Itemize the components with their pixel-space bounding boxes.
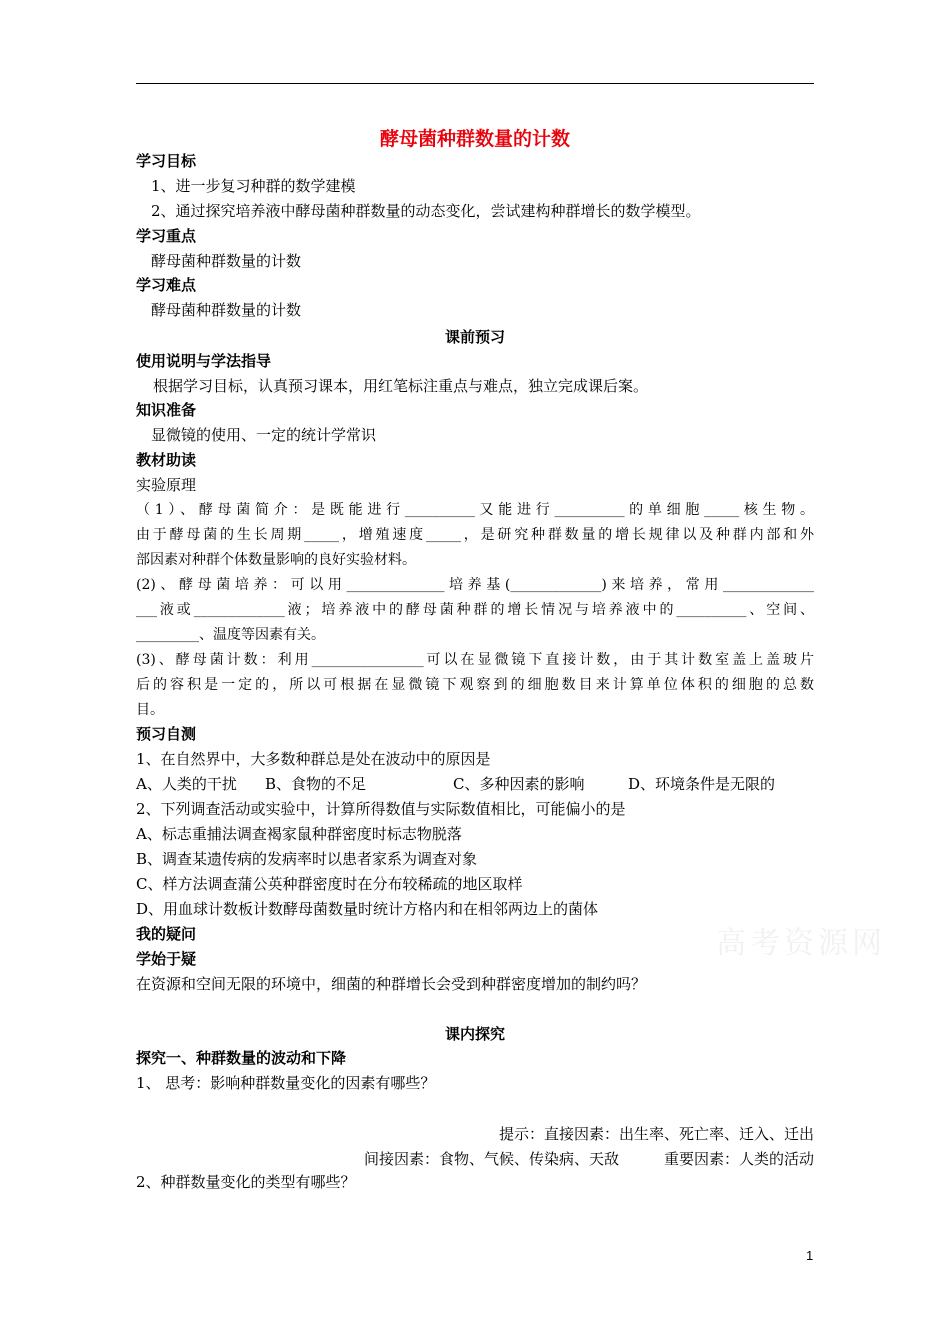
- page-number: 1: [806, 1248, 814, 1263]
- principle-3-line-3: 目。: [136, 702, 164, 718]
- principle-1-line-1: （1）、酵母菌简介：是既能进行__________又能进行__________的单细胞_____核生物。: [136, 502, 814, 518]
- difficulty-heading: 学习难点: [136, 276, 197, 294]
- watermark: 高考资源网: [716, 926, 886, 961]
- doubt-text: 在资源和空间无限的环境中，细菌的种群增长会受到种群密度增加的制约吗？: [136, 975, 647, 993]
- selftest-q1-option-b: B、食物的不足: [265, 775, 367, 793]
- selftest-q1-option-d: D、环境条件是无限的: [628, 775, 776, 793]
- principle-3-line-2: 后的容积是一定的，所以可根据在显微镜下观察到的细胞数目来计算单位体积的细胞的总数: [136, 677, 814, 693]
- goal-item-2: 2、通过探究培养液中酵母菌种群数量的动态变化，尝试建构种群增长的数学模型。: [151, 202, 701, 220]
- reading-heading: 教材助读: [136, 451, 197, 469]
- selftest-heading: 预习自测: [136, 725, 197, 743]
- principle-1-line-3: 部因素对种群个体数量影响的良好实验材料。: [136, 552, 416, 568]
- doubt-heading: 我的疑问: [136, 925, 197, 943]
- key-text: 酵母菌种群数量的计数: [151, 252, 302, 270]
- document-title: 酵母菌种群数量的计数: [379, 128, 570, 150]
- explore-heading: 探究一、种群数量的波动和下降: [136, 1049, 347, 1067]
- usage-text: 根据学习目标，认真预习课本，用红笔标注重点与难点，独立完成课后案。: [153, 377, 649, 395]
- principle-2-line-1: (2)、酵母菌培养：可以用______________培养基(_____________)来培养，常用_____________: [136, 577, 814, 593]
- header-rule: [136, 83, 814, 84]
- principle-2-line-2: ___液或_____________液；培养液中的酵母菌种群的增长情况与培养液中的__________、空间、: [136, 602, 814, 618]
- explore-q2: 2、种群数量变化的类型有哪些？: [136, 1173, 356, 1191]
- goal-item-1: 1、进一步复习种群的数学建模: [151, 177, 356, 195]
- usage-heading: 使用说明与学法指导: [136, 352, 272, 370]
- explore-section-title: 课内探究: [444, 1025, 505, 1043]
- doubt-subheading: 学始于疑: [136, 950, 197, 968]
- difficulty-text: 酵母菌种群数量的计数: [151, 301, 302, 319]
- preview-section-title: 课前预习: [444, 328, 505, 346]
- selftest-q2-option-c: C、样方法调查蒲公英种群密度时在分布较稀疏的地区取样: [136, 875, 523, 893]
- explore-q1: 1、 思考：影响种群数量变化的因素有哪些？: [136, 1074, 436, 1092]
- selftest-q2-option-d: D、用血球计数板计数酵母菌数量时统计方格内和在相邻两边上的菌体: [136, 900, 599, 918]
- principle-label: 实验原理: [136, 476, 197, 494]
- knowledge-text: 显微镜的使用、一定的统计学常识: [151, 426, 377, 444]
- selftest-q2-option-b: B、调查某遗传病的发病率时以患者家系为调查对象: [136, 850, 478, 868]
- principle-1-line-2: 由于酵母菌的生长周期_____，增殖速度_____，是研究种群数量的增长规律以及种群内部和外: [136, 527, 814, 543]
- hint-line-1: 提示：直接因素：出生率、死亡率、迁入、迁出: [498, 1125, 814, 1143]
- principle-2-line-3: _________、温度等因素有关。: [136, 627, 325, 643]
- selftest-q1-option-a: A、人类的干扰: [136, 775, 237, 793]
- selftest-q1: 1、在自然界中，大多数种群总是处在波动中的原因是: [136, 750, 491, 768]
- hint-line-2: 间接因素：食物、气候、传染病、天敌 重要因素：人类的活动: [363, 1150, 814, 1168]
- key-heading: 学习重点: [136, 227, 197, 245]
- selftest-q1-option-c: C、多种因素的影响: [453, 775, 585, 793]
- selftest-q2: 2、下列调查活动或实验中，计算所得数值与实际数值相比，可能偏小的是: [136, 800, 626, 818]
- selftest-q2-option-a: A、标志重捕法调查褐家鼠种群密度时标志物脱落: [136, 825, 462, 843]
- knowledge-heading: 知识准备: [136, 401, 197, 419]
- goals-heading: 学习目标: [136, 152, 197, 170]
- principle-3-line-1: (3)、酵母菌计数：利用________________可以在显微镜下直接计数，由于其计数室盖上盖玻片: [136, 652, 814, 668]
